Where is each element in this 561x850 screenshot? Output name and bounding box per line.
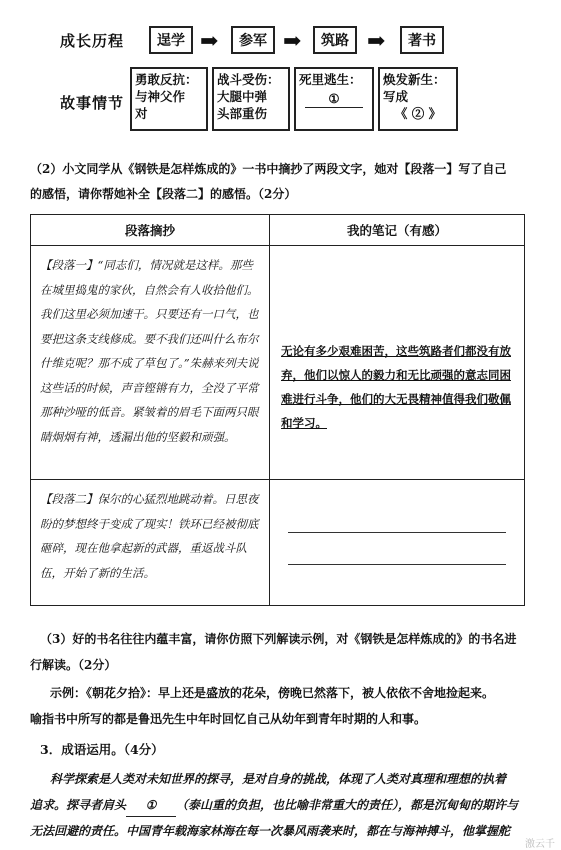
table-row bbox=[31, 480, 525, 606]
excerpt-cell bbox=[31, 480, 270, 606]
story-line: 对 bbox=[135, 106, 148, 121]
q3-example-1: 示例：《朝花夕拾》：早上还是盛放的花朵，傍晚已然落下，被人依依不舍地捡起来。 bbox=[50, 686, 495, 700]
story-row-label: 故事情节 bbox=[60, 94, 125, 112]
story-box-3 bbox=[294, 67, 374, 131]
story-line: 勇敢反抗： bbox=[135, 72, 198, 87]
answer-line[interactable] bbox=[288, 564, 506, 565]
story-blank: ① bbox=[305, 90, 363, 108]
q3-example-2: 喻指书中所写的都是鲁迅先生中年时回忆自己从幼年到青年时期的人和事。 bbox=[30, 712, 427, 726]
q2-line-1: （2）小文同学从《钢铁是怎样炼成的》一书中摘抄了两段文字，她对【段落一】写了自己 bbox=[30, 162, 507, 176]
story-line: 死里逃生： bbox=[299, 72, 362, 87]
story-line: 焕发新生： bbox=[383, 72, 446, 87]
q4-title: 3．成语运用。（4分） bbox=[40, 742, 164, 757]
q4-line-1: 科学探索是人类对未知世界的探寻，是对自身的挑战，体现了人类对真理和理想的执着 bbox=[50, 772, 507, 786]
stage-label: 筑路 bbox=[321, 33, 349, 49]
story-box-4 bbox=[378, 67, 458, 131]
story-line: 写成 bbox=[383, 89, 409, 104]
answer-line[interactable] bbox=[288, 532, 506, 533]
note-paragraph-1 bbox=[271, 339, 523, 435]
q4-blank-1[interactable]: ① bbox=[126, 794, 176, 817]
stage-box-3 bbox=[313, 26, 357, 54]
stage-label: 参军 bbox=[239, 33, 267, 49]
notes-table bbox=[30, 214, 525, 606]
stage-box-4 bbox=[400, 26, 444, 54]
story-line: 与神父作 bbox=[135, 89, 186, 104]
watermark: 激云千 bbox=[525, 839, 555, 850]
excerpt-paragraph-1: 【段落一】“同志们，情况就是这样。那些在城里捣鬼的家伙，自然会有人收拾他们。我们这里必须加速干。只要还有一口气，也要把这条支线修成。要不我们还叫什么布尔什维克呢？那不成了草包了。”朱赫来列夫说这些话的时候，声音铿锵有力，全没了平常那种沙哑的低音。紧皱着的眉毛下面两只眼睛炯炯有神，透漏出他的坚毅和顽强。 bbox=[40, 258, 259, 444]
excerpt-cell bbox=[31, 246, 270, 480]
stage-label: 逞学 bbox=[157, 33, 185, 49]
stage-box-1 bbox=[149, 26, 193, 54]
arrow-icon: ➡ bbox=[200, 28, 219, 54]
stage-box-2 bbox=[231, 26, 275, 54]
growth-row-label: 成长历程 bbox=[60, 32, 125, 50]
note-text: 无论有多少艰难困苦，这些筑路者们都没有放弃，他们以惊人的毅力和无比顽强的意志同困难进行斗争，他们的大无畏精神值得我们敬佩和学习。 bbox=[281, 344, 511, 430]
q4-line-2 bbox=[30, 794, 560, 817]
story-line: 头部重伤 bbox=[217, 106, 268, 121]
table-row bbox=[31, 246, 525, 480]
note-cell bbox=[270, 246, 525, 480]
story-box-1 bbox=[130, 67, 208, 131]
story-line: 大腿中弹 bbox=[217, 89, 268, 104]
arrow-icon: ➡ bbox=[367, 28, 386, 54]
col-header-notes: 我的笔记（有感） bbox=[270, 215, 525, 246]
stage-label: 著书 bbox=[408, 33, 436, 49]
story-box-2 bbox=[212, 67, 290, 131]
q4-text: 追求。探寻者肩头 bbox=[30, 798, 127, 812]
col-header-excerpt: 段落摘抄 bbox=[31, 215, 270, 246]
q4-text: （泰山重的负担，也比喻非常重大的责任），都是沉甸甸的期许与 bbox=[176, 798, 519, 812]
excerpt-paragraph-2: 【段落二】保尔的心猛烈地跳动着。日思夜盼的梦想终于变成了现实！铁环已经被彻底砸碎，现在他拿起新的武器，重返战斗队伍，开始了新的生活。 bbox=[40, 492, 259, 580]
arrow-icon: ➡ bbox=[283, 28, 302, 54]
q3-line-2: 行解读。（2分） bbox=[30, 658, 117, 672]
answer-cell[interactable] bbox=[270, 480, 525, 606]
story-blank: 《 ② 》 bbox=[394, 106, 442, 121]
q2-line-2: 的感悟，请你帮她补全【段落二】的感悟。（2分） bbox=[30, 187, 297, 201]
q4-line-3: 无法回避的责任。中国青年载海家林海在每一次暴风雨袭来时，都在与海神搏斗，他掌握舵 bbox=[30, 824, 511, 838]
q3-line-1: （3）好的书名往往内蕴丰富，请你仿照下列解读示例，对《钢铁是怎样炼成的》的书名进 bbox=[40, 632, 517, 646]
story-line: 战斗受伤： bbox=[217, 72, 280, 87]
